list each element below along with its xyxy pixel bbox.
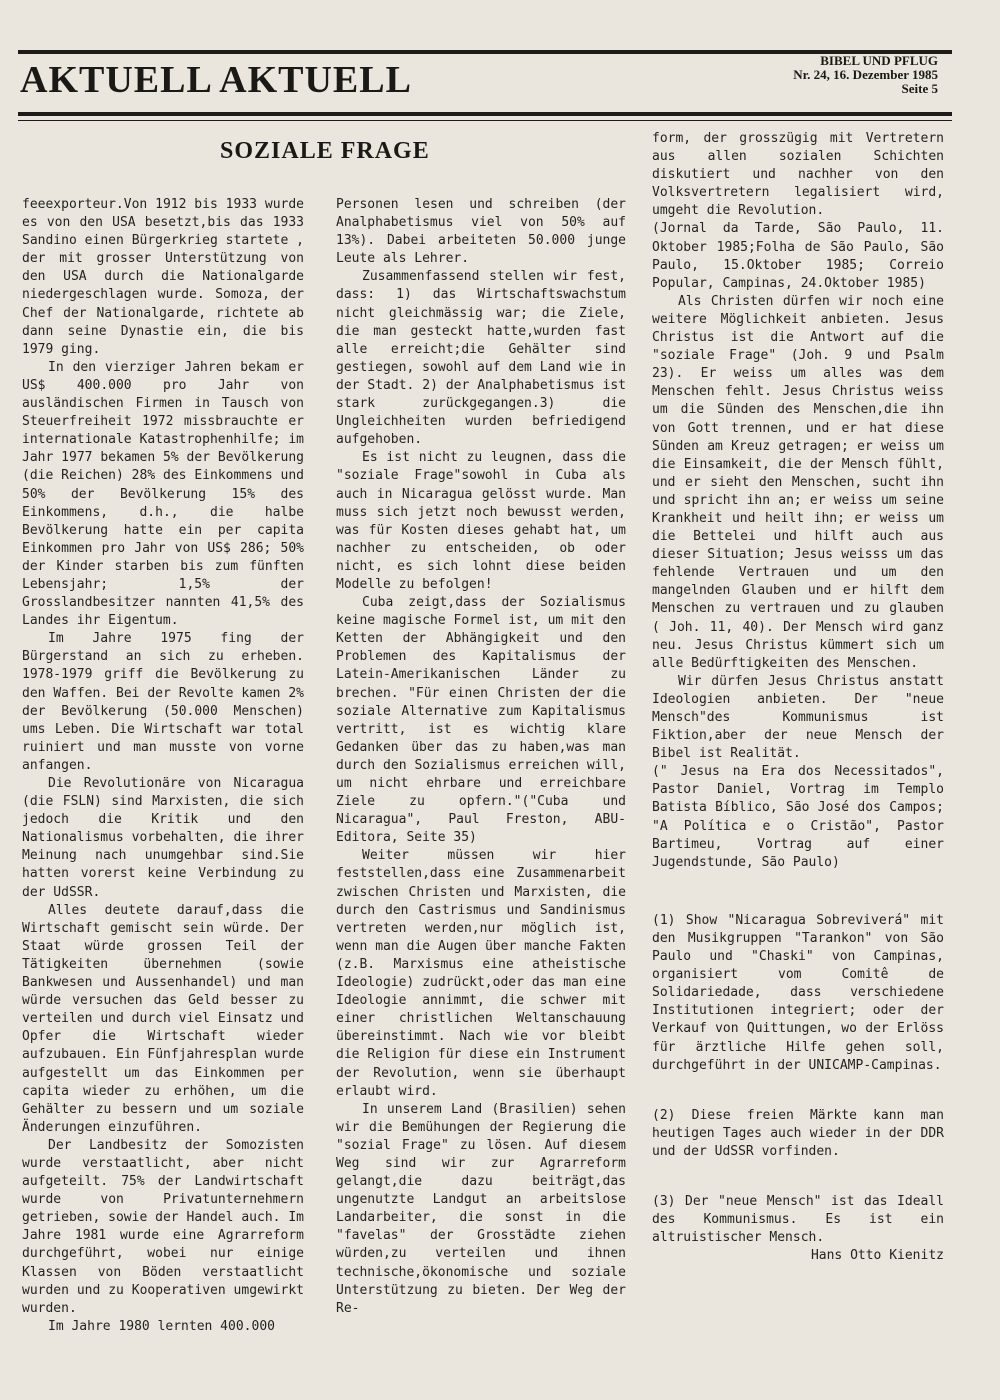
citation: (" Jesus na Era dos Necessitados", Pastor Daniel, Vortrag im Templo Batista Bíblico, São José dos Campos; "A Política e o Cristão", Pastor Bartimeu, Vortrag auf einer Jugendstunde, São Paulo) (652, 764, 944, 870)
paragraph: Im Jahre 1980 lernten 400.000 (48, 1318, 275, 1334)
column-3 (652, 130, 944, 1265)
paragraph: form, der grosszügig mit Vertretern aus allen sozialen Schichten diskutiert und nachher von den Volksvertretern legalisiert wird, umgeht die Revolution. (652, 131, 944, 219)
paragraph: Cuba zeigt,dass der Sozialismus keine magische Formel ist, um mit den Ketten der Abhängigkeit und den Problemen des Kapitalismus der Latein-Amerikanischen Länder zu brechen. "Für einen Christen der die soziale Alternative zum Kapitalismus vertritt, ist es wichtig klare Gedanken über das zu haben,was man durch den Sozialismus erreichen will, um nicht ehrbare und erreichbare Ziele zu opfern."("Cuba und Nicaragua", Paul Freston, ABU-Editora, Seite 35) (336, 595, 626, 846)
paragraph: Zusammenfassend stellen wir fest, dass: 1) das Wirtschaftswachstum nicht gleichmässig war; die Ziele, die man gesteckt hatte,wurden fast alle erreicht;die Gehälter sind gestiegen, sowohl auf dem Land wie in der Stadt. 2) der Analphabetismus ist stark zurückgegangen.3) die Ungleichheiten wurden befriedigend aufgehoben. (336, 269, 626, 448)
paragraph: Wir dürfen Jesus Christus anstatt Ideologien anbieten. Der "neue Mensch"des Kommunismus ist Fiktion,aber der neue Mensch der Bibel ist Realität. (652, 673, 944, 762)
paragraph: In den vierziger Jahren bekam er US$ 400.000 pro Jahr von ausländischen Firmen in Tausch von Steuerfreiheit 1972 missbrauchte er internationale Katastrophenhilfe; im Jahr 1977 bekamen 5% der Bevölkerung (die Reichen) 28% des Einkommens und 50% der Bevölkerung 15% des Einkommens, d.h., die halbe Bevölkerung hatte ein per capita Einkommen pro Jahr von US$ 286; 50% der Kinder starben bis zum fünften Lebensjahr; 1,5% der Grosslandbesitzer nannten 41,5% des Landes ihr Eigentum. (22, 359, 304, 629)
paragraph: Als Christen dürfen wir noch eine weitere Möglichkeit anbieten. Jesus Christus ist die Antwort auf die "soziale Frage" (Joh. 9 und Psalm 23). Er weiss um alles was dem Menschen fehlt. Jesus Christus weiss um die Sünden des Menschen,die ihn von Gott trennen, und er hat diese Sünden am Kreuz getragen; er weiss um die Einsamkeit, die der Mensch fühlt, und er sieht den Menschen, sucht ihn und spricht ihn an; er weiss um seine Krankheit und heilt ihn; er weiss um die Bettelei und hilft auch aus dieser Situation; Jesus weisss um das fehlende Vertrauen und um den mangelnden Glauben und er hilft dem Menschen zu vertrauen und zu glauben ( Joh. 11, 40). Der Mensch wird ganz neu. Jesus Christus kümmert sich um alle Bedürftigkeiten des Menschen. (652, 293, 944, 671)
spacer (652, 1075, 944, 1107)
publication-name: BIBEL UND PFLUG (820, 53, 938, 68)
spacer (652, 872, 944, 912)
page-number: Seite 5 (901, 81, 938, 96)
paragraph: Der Landbesitz der Somozisten wurde verstaatlicht, aber nicht aufgeteilt. 75% der Landwirtschaft wurde von Privatunternehmern getrieben, sowie der Handel auch. Im Jahre 1981 wurde eine Agrarreform durchgeführt, wobei nur einige Klassen von Böden verstaatlicht wurden und zu Kooperativen umgewirkt wurden. (22, 1137, 304, 1316)
author-signature: Hans Otto Kienitz (810, 1248, 944, 1264)
paragraph: Personen lesen und schreiben (der Analphabetismus viel von 50% auf 13%). Dabei arbeiteten 50.000 junge Leute als Lehrer. (336, 197, 626, 267)
header-rule (18, 112, 952, 116)
spacer (652, 1161, 944, 1193)
paragraph: Weiter müssen wir hier feststellen,dass eine Zusammenarbeit zwischen Christen und Marxisten, die durch den Castrismus und Sandinismus vertreten werden,nur möglich ist, wenn man die Augen über manche Fakten (z.B. Marxismus eine atheistische Ideologie) zudrückt,oder das man eine Ideologie annimmt, die schwer mit einer christlichen Weltanschauung übereinstimmt. Nach wie vor bleibt die Religion für diese ein Instrument der Revolution, wenn sie überhaupt erlaubt wird. (336, 848, 626, 1099)
paragraph: Die Revolutionäre von Nicaragua (die FSLN) sind Marxisten, die sich jedoch die Kritik und den Nationalismus vorbehalten, die ihrer Meinung nach unumgehbar sind.Sie hatten vorerst keine Verbindung zu der UdSSR. (22, 776, 304, 900)
footnote-3: (3) Der "neue Mensch" ist das Ideall des Kommunismus. Es ist ein altruistischer Mensch. (652, 1193, 944, 1246)
footnote-2: (2) Diese freien Märkte kann man heutigen Tages auch wieder in der DDR und der UdSSR vorfinden. (652, 1107, 944, 1159)
paragraph: In unserem Land (Brasilien) sehen wir die Bemühungen der Regierung die "sozial Frage" zu lösen. Auf diesem Weg sind wir zur Agrarreform gelangt,die dazu beiträgt,das ungenutzte Landgut an arbeitslose Landarbeiter, die sonst in die "favelas" der Grosstädte ziehen würden,zu verteilen und ihnen technische,ökonomische und soziale Unterstützung zu bieten. Der Weg der Re- (336, 1101, 626, 1316)
issue-date: Nr. 24, 16. Dezember 1985 (793, 67, 938, 82)
masthead: AKTUELL AKTUELL (20, 59, 412, 101)
paragraph: Es ist nicht zu leugnen, dass die "soziale Frage"sowohl in Cuba als auch in Nicaragua gelösst wurde. Man muss sich jetzt noch bewusst werden, was für Kosten dieses gehabt hat, um nachher zu entscheiden, ob oder nicht, es sich lohnt diese beiden Modelle zu befolgen! (336, 450, 626, 592)
footnote-1: (1) Show "Nicaragua Sobreviverá" mit den Musikgruppen "Tarankon" von São Paulo und "Chaski" von Campinas, organisiert vom Comitê de Solidariedade, dass verschiedene Institutionen integriert; oder der Verkauf von Quittungen, wo der Erlöss für ärztliche Hilfe gehen soll, durchgeführt in der UNICAMP-Campinas. (652, 912, 944, 1073)
publication-info (793, 54, 938, 96)
paragraph: feeexporteur.Von 1912 bis 1933 wurde es von den USA besetzt,bis das 1933 Sandino einen Bürgerkrieg startete , der mit grosser Unterstützung von den USA durch die Nationalgarde niedergeschlagen wurde. Somoza, der Chef der Nationalgarde, richtete ab dann seine Dynastie ein, die bis 1979 ging. (22, 197, 304, 357)
article-title: SOZIALE FRAGE (220, 138, 430, 164)
column-2 (336, 196, 626, 1318)
header-rule-thin (18, 120, 952, 121)
citation: (Jornal da Tarde, São Paulo, 11. Oktober 1985;Folha de São Paulo, São Paulo, 15.Oktober 1985; Correio Popular, Campinas, 24.Oktober 1985) (652, 221, 944, 291)
paragraph: Im Jahre 1975 fing der Bürgerstand an sich zu erheben. 1978-1979 griff die Bevölkerung zu den Waffen. Bei der Revolte kamen 2% der Bevölkerung (50.000 Menschen) ums Leben. Die Wirtschaft war total ruiniert und man musste von vorne anfangen. (22, 631, 304, 773)
column-1 (22, 196, 304, 1336)
paragraph: Alles deutete darauf,dass die Wirtschaft gemischt sein würde. Der Staat würde grossen Teil der Tätigkeiten übernehmen (sowie Bankwesen und Aussenhandel) und man würde versuchen das Geld besser zu verteilen und durch viel Einsatz und Opfer die Wirtschaft wieder aufzubauen. Ein Fünfjahresplan wurde aufgestellt um das Einkommen per capita wieder zu erhöhen, um die Gehälter zu bessern und um soziale Änderungen einzuführen. (22, 902, 304, 1135)
